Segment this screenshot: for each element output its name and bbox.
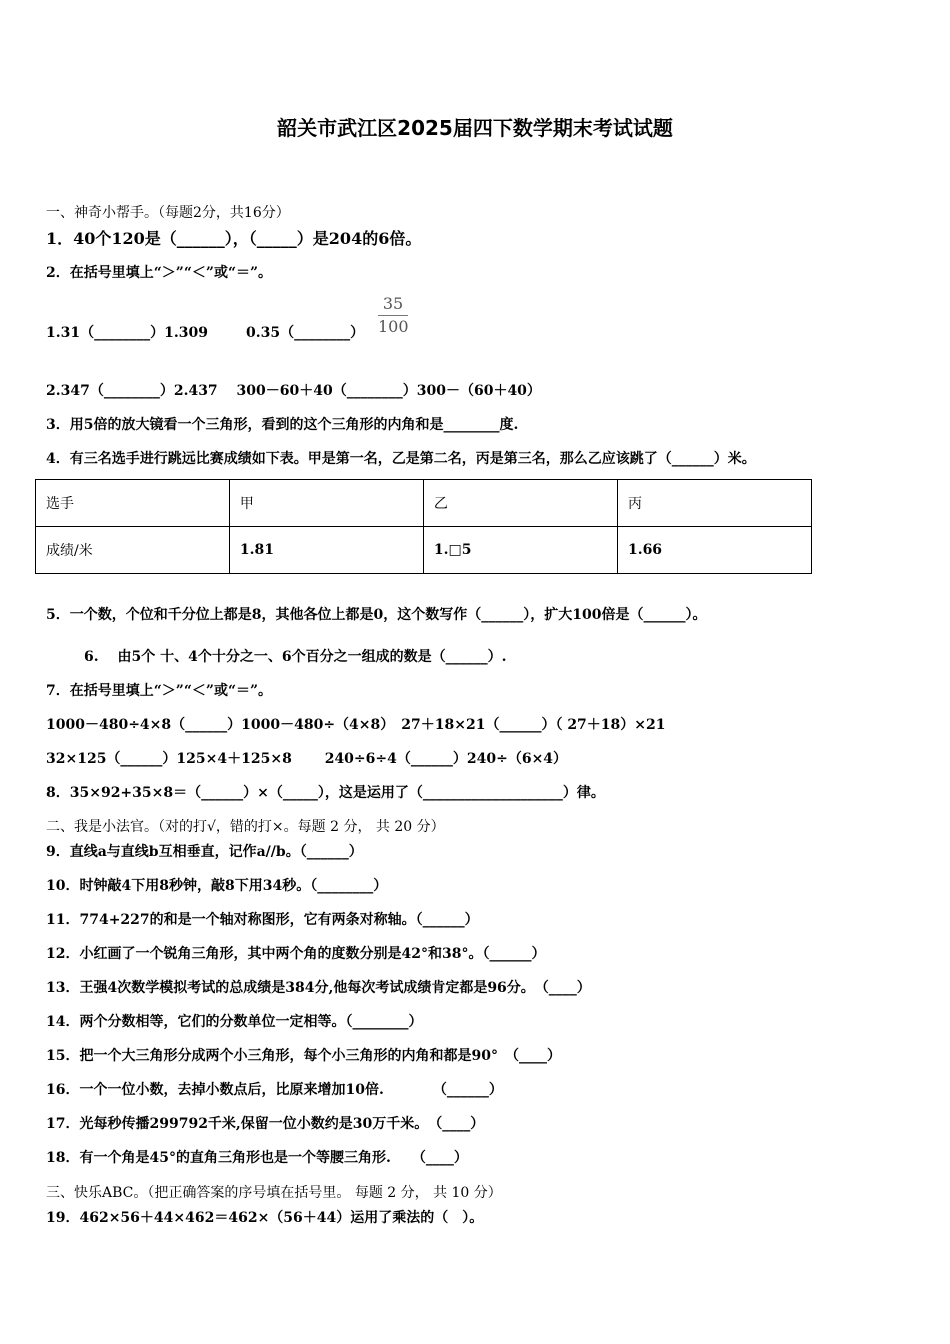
section-2-heading: 二、我是小法官。（对的打√，错的打×。每题 2 分， 共 20 分） — [46, 819, 445, 835]
question-2-row-1-a: 1.31（________）1.309 — [46, 325, 208, 341]
question-17: 17．光每秒传播299792千米,保留一位小数约是30万千米。 （____） — [46, 1116, 485, 1132]
question-13: 13．王强4次数学模拟考试的总成绩是384分,他每次考试成绩肯定都是96分。 （____） — [46, 980, 591, 996]
question-3: 3．用5倍的放大镜看一个三角形，看到的这个三角形的内角和是________度. — [46, 417, 519, 433]
question-6: 6. 由5个 十、4个十分之一、6个百分之一组成的数是（______）. — [84, 649, 507, 665]
question-12: 12．小红画了一个锐角三角形，其中两个角的度数分别是42°和38°。（______） — [46, 946, 546, 962]
question-7-row-2: 32×125（______）125×4＋125×8 240÷6÷4（______）240÷（6×4） — [46, 751, 568, 767]
question-11: 11．774+227的和是一个轴对称图形，它有两条对称轴。（______） — [46, 912, 479, 928]
table-cell: 成绩/米 — [36, 527, 230, 574]
question-4: 4．有三名选手进行跳远比赛成绩如下表。甲是第一名，乙是第二名，丙是第三名，那么乙应该跳了（______）米。 — [46, 451, 756, 467]
table-header-cell: 选手 — [36, 480, 230, 527]
question-7-row-1: 1000－480÷4×8（______）1000－480÷（4×8） 27＋18×21（______）（ 27＋18）×21 — [46, 717, 666, 733]
question-10: 10．时钟敲4下用8秒钟，敲8下用34秒。（________） — [46, 878, 388, 894]
score-table — [35, 479, 812, 574]
question-19: 19．462×56＋44×462＝462×（56＋44）运用了乘法的（ ）。 — [46, 1210, 484, 1226]
table-header-cell: 乙 — [423, 480, 617, 527]
question-8: 8．35×92+35×8＝（______）×（_____），这是运用了（____________________）律。 — [46, 785, 605, 801]
question-16: 16．一个一位小数，去掉小数点后，比原来增加10倍. （______） — [46, 1082, 503, 1098]
fraction-bar — [378, 315, 408, 316]
question-7: 7．在括号里填上“＞”“＜”或“＝”。 — [46, 683, 273, 699]
section-1-heading: 一、神奇小帮手。（每题2分，共16分） — [46, 205, 290, 221]
fraction-numerator: 35 — [382, 294, 404, 313]
question-18: 18．有一个角是45°的直角三角形也是一个等腰三角形. （____） — [46, 1150, 468, 1166]
question-2-row-1-b: 0.35（________） — [246, 325, 365, 341]
question-14: 14．两个分数相等，它们的分数单位一定相等。（________） — [46, 1014, 423, 1030]
question-9: 9．直线a与直线b互相垂直，记作a//b。（______） — [46, 844, 363, 860]
table-row — [36, 527, 812, 574]
question-1: 1．40个120是（______），（_____）是204的6倍。 — [46, 229, 422, 248]
question-5: 5．一个数，个位和千分位上都是8，其他各位上都是0，这个数写作（______），扩大100倍是（______）。 — [46, 607, 707, 623]
table-header-cell: 丙 — [617, 480, 811, 527]
table-cell: 1.81 — [229, 527, 423, 574]
page-title: 韶关市武江区2025届四下数学期末考试试题 — [277, 116, 673, 140]
section-3-heading: 三、快乐ABC。（把正确答案的序号填在括号里。 每题 2 分， 共 10 分） — [46, 1185, 502, 1201]
question-15: 15．把一个大三角形分成两个小三角形，每个小三角形的内角和都是90° （____） — [46, 1048, 561, 1064]
table-cell: 1.66 — [617, 527, 811, 574]
question-2-row-2: 2.347（________）2.437 300－60＋40（________）300－（60＋40） — [46, 383, 541, 399]
table-row — [36, 480, 812, 527]
question-2: 2．在括号里填上“＞”“＜”或“＝”。 — [46, 265, 273, 281]
table-cell: 1.□5 — [423, 527, 617, 574]
table-header-cell: 甲 — [229, 480, 423, 527]
fraction-denominator: 100 — [378, 317, 409, 336]
fraction-35-100 — [378, 294, 408, 337]
